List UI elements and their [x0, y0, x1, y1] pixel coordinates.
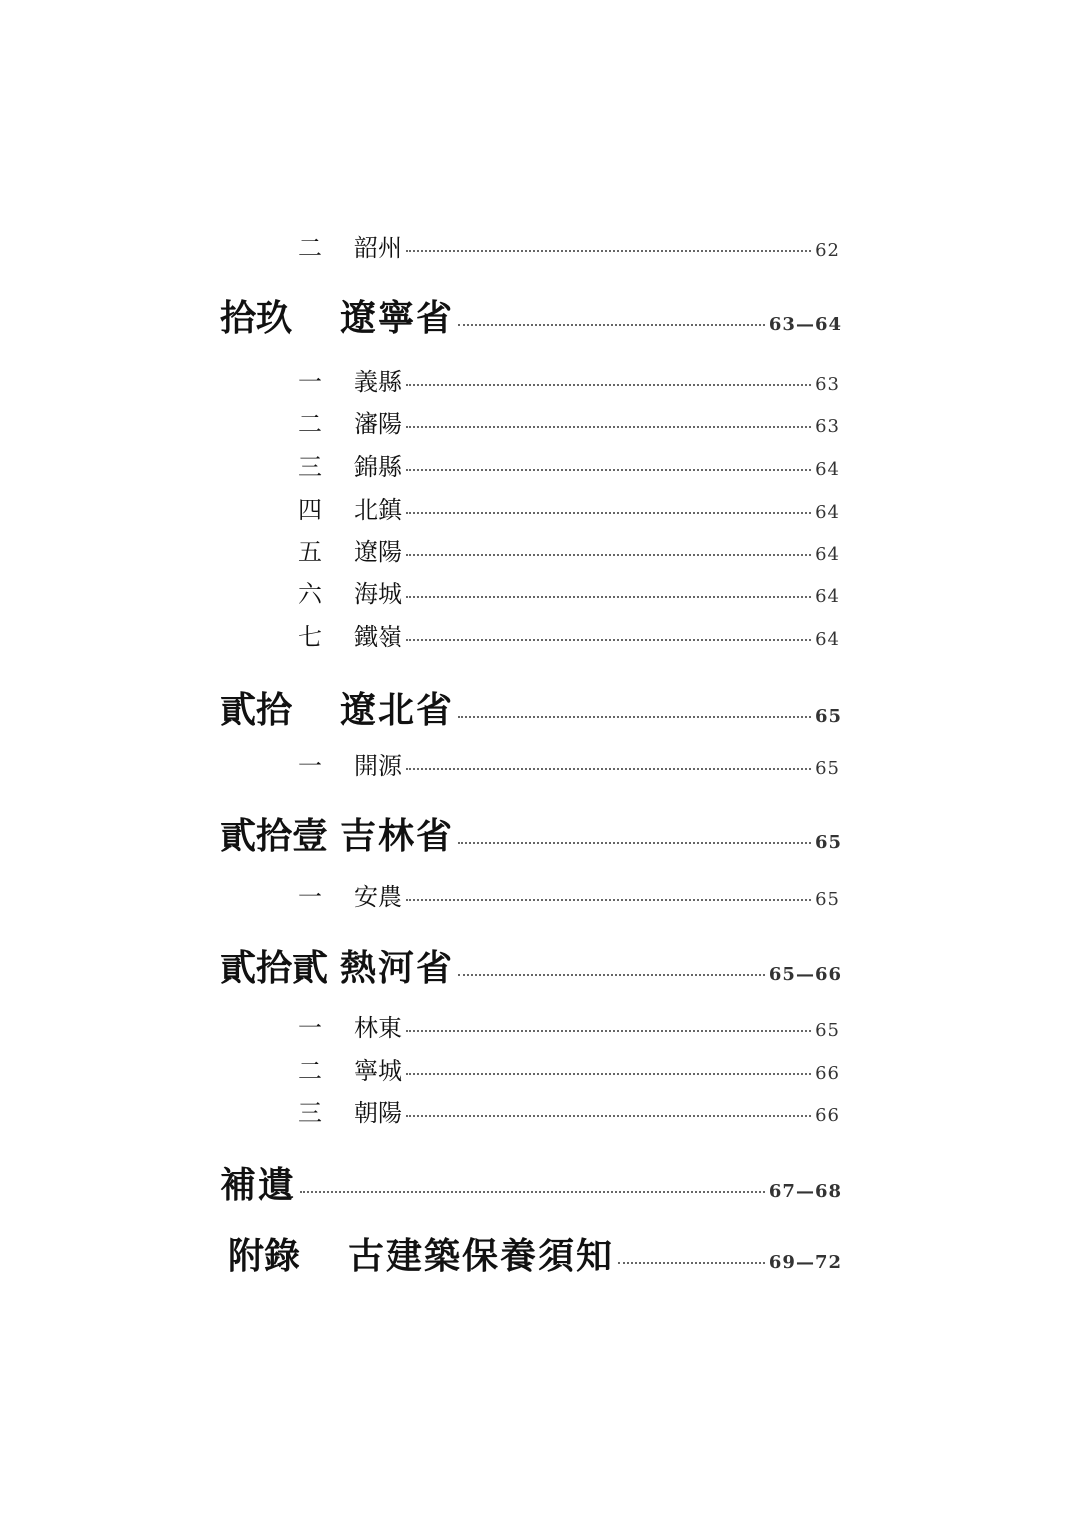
dot-leader — [406, 250, 811, 252]
section-page: 63—64 — [768, 314, 842, 335]
entry-name: 開源 — [354, 752, 402, 780]
section-name: 古建築保養須知 — [348, 1235, 615, 1277]
dot-leader — [406, 469, 811, 471]
section-page: 67—68 — [768, 1181, 842, 1202]
toc-entry-ningcheng — [298, 1051, 840, 1086]
entry-name: 朝陽 — [354, 1099, 402, 1127]
entry-page: 64 — [815, 502, 840, 523]
entry-page: 66 — [815, 1105, 840, 1126]
dot-leader — [458, 842, 811, 844]
dot-leader — [406, 426, 811, 428]
toc-entry-kaiyuan — [298, 746, 840, 781]
entry-number: 二 — [298, 234, 322, 262]
entry-name: 海城 — [354, 580, 402, 608]
dot-leader — [406, 768, 811, 770]
toc-entry-shaozhou — [298, 228, 840, 263]
toc-entry-yixian — [298, 362, 840, 397]
dot-leader — [618, 1262, 765, 1264]
entry-number: 一 — [298, 368, 322, 396]
entry-name: 義縣 — [354, 368, 402, 396]
dot-leader — [458, 324, 765, 326]
entry-name: 林東 — [354, 1014, 402, 1042]
entry-name: 錦縣 — [354, 453, 402, 481]
section-name: 遼北省 — [340, 689, 455, 731]
entry-page: 64 — [815, 629, 840, 650]
entry-number: 二 — [298, 410, 322, 438]
toc-entry-annong — [298, 877, 840, 912]
toc-entry-tieling — [298, 617, 840, 652]
dot-leader — [406, 1073, 811, 1075]
entry-page: 64 — [815, 544, 840, 565]
entry-name: 瀋陽 — [354, 410, 402, 438]
dot-leader — [406, 512, 811, 514]
section-name: 補遺 — [220, 1164, 297, 1206]
toc-section-supplement — [220, 1157, 842, 1208]
toc-entry-haicheng — [298, 574, 840, 609]
section-page: 65—66 — [768, 964, 842, 985]
entry-name: 遼陽 — [354, 538, 402, 566]
dot-leader — [458, 974, 765, 976]
toc-section-appendix — [228, 1228, 842, 1279]
dot-leader — [406, 1030, 811, 1032]
section-name: 熱河省 — [340, 947, 455, 989]
section-number: 貳拾壹 — [220, 815, 329, 857]
section-page: 65 — [814, 832, 842, 853]
entry-number: 二 — [298, 1057, 322, 1085]
entry-number: 四 — [298, 496, 322, 524]
toc-entry-beizhen — [298, 490, 840, 525]
toc-entry-lindong — [298, 1008, 840, 1043]
entry-number: 五 — [298, 538, 322, 566]
entry-page: 63 — [815, 374, 840, 395]
dot-leader — [406, 1115, 811, 1117]
toc-section-rehe — [220, 940, 842, 991]
entry-number: 六 — [298, 580, 322, 608]
section-name: 遼寧省 — [340, 297, 455, 339]
dot-leader — [406, 639, 811, 641]
section-number: 貳拾貳 — [220, 947, 329, 989]
entry-page: 64 — [815, 586, 840, 607]
section-page: 65 — [814, 706, 842, 727]
entry-page: 64 — [815, 459, 840, 480]
dot-leader — [406, 554, 811, 556]
section-page: 69—72 — [768, 1252, 842, 1273]
entry-page: 65 — [815, 1020, 840, 1041]
entry-number: 一 — [298, 883, 322, 911]
toc-entry-liaoyang — [298, 532, 840, 567]
entry-name: 安農 — [354, 883, 402, 911]
dot-leader — [406, 596, 811, 598]
dot-leader — [406, 899, 811, 901]
entry-page: 63 — [815, 416, 840, 437]
entry-number: 七 — [298, 623, 322, 651]
toc-section-liaoning — [220, 290, 842, 341]
toc-section-jilin — [220, 808, 842, 859]
section-name: 吉林省 — [340, 815, 455, 857]
toc-entry-chaoyang — [298, 1093, 840, 1128]
section-number: 附錄 — [228, 1235, 301, 1277]
toc-entry-shenyang — [298, 404, 840, 439]
entry-page: 62 — [815, 240, 840, 261]
dot-leader — [458, 716, 811, 718]
entry-page: 65 — [815, 758, 840, 779]
entry-number: 三 — [298, 453, 322, 481]
section-number: 貳拾 — [220, 689, 293, 731]
entry-number: 一 — [298, 752, 322, 780]
entry-number: 一 — [298, 1014, 322, 1042]
entry-name: 鐵嶺 — [354, 623, 402, 651]
toc-section-liaobei — [220, 682, 842, 733]
dot-leader — [300, 1191, 765, 1193]
dot-leader — [406, 384, 811, 386]
entry-page: 66 — [815, 1063, 840, 1084]
entry-page: 65 — [815, 889, 840, 910]
entry-name: 北鎮 — [354, 496, 402, 524]
entry-number: 三 — [298, 1099, 322, 1127]
entry-name: 韶州 — [354, 234, 402, 262]
entry-name: 寧城 — [354, 1057, 402, 1085]
section-number: 拾玖 — [220, 297, 293, 339]
toc-entry-jinxian — [298, 447, 840, 482]
